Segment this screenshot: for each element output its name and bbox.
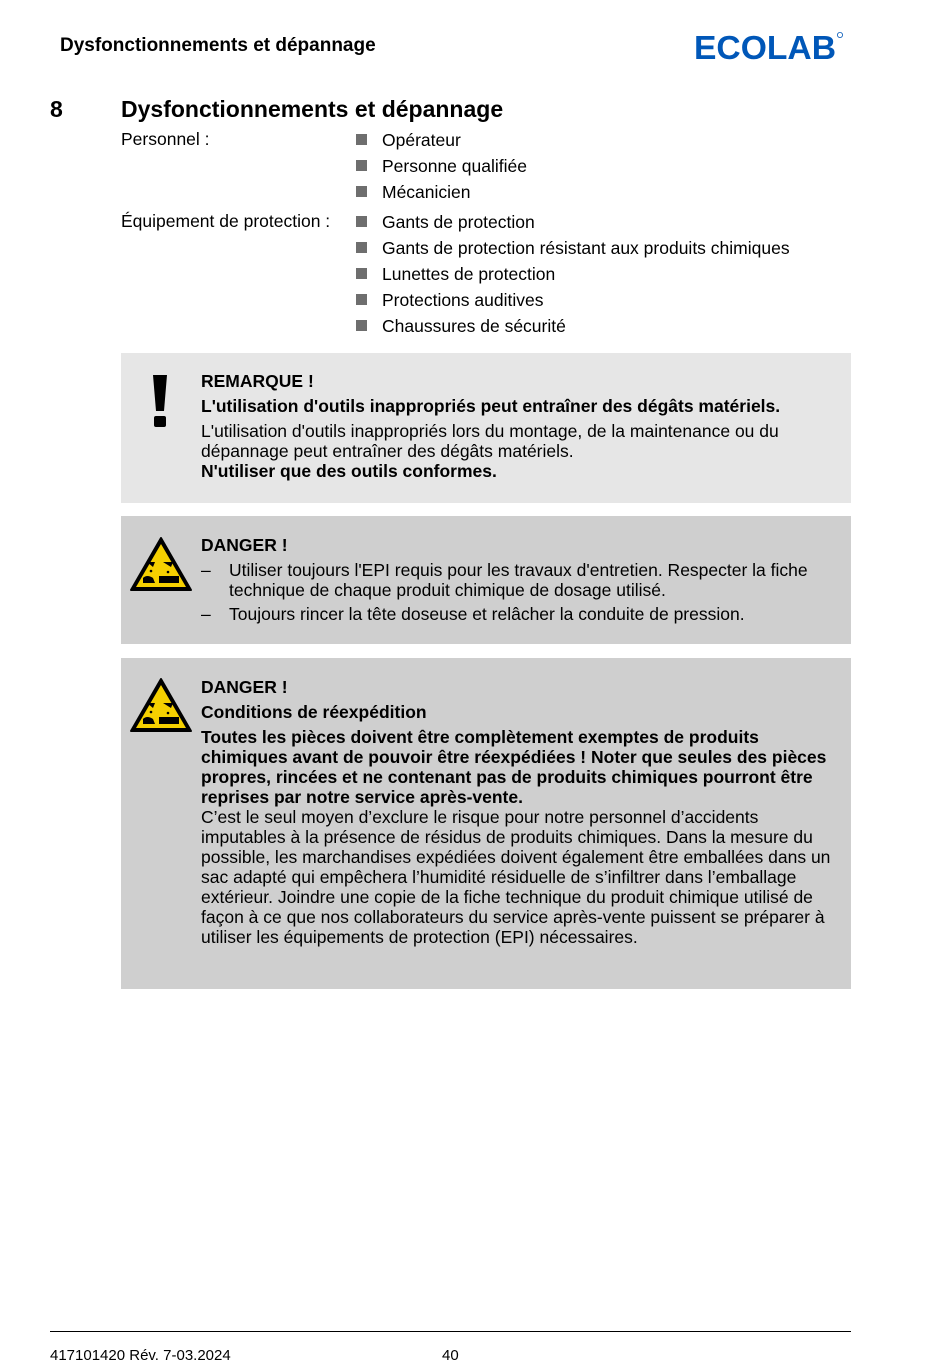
bullet-square-icon xyxy=(356,160,367,171)
list-item: Gants de protection xyxy=(356,211,535,233)
bullet-square-icon xyxy=(356,294,367,305)
ecolab-logo xyxy=(694,30,844,64)
exclamation-icon xyxy=(149,371,171,431)
list-item: Personne qualifiée xyxy=(356,155,527,177)
bullet-square-icon xyxy=(356,134,367,145)
list-item: – Utiliser toujours l'EPI requis pour les travaux d'entretien. Respecter la fiche technique de chaque produit chimique de dosage utilisé. xyxy=(201,560,808,600)
danger-body: C’est le seul moyen d’exclure le risque pour notre personnel d’accidents imputables à la présence de résidus de produits chimiques. Dans la mesure du possible, les marchandises expédiées doivent également être emballées dans un sac adapté qui empêchera l’humidité résiduelle de s’infiltrer dans l’emballage extérieur. Joindre une copie de la fiche technique du produit chimique utilisé de façon à ce que nos collaborateurs du service après-vente puissent se préparer à utiliser les équipements de protection (EPI) nécessaires. xyxy=(201,807,831,947)
bullet-square-icon xyxy=(356,242,367,253)
notice-body: L'utilisation d'outils inappropriés lors du montage, de la maintenance ou du dépannage peut entraîner des dégâts matériels. xyxy=(201,421,779,461)
danger-heading: DANGER ! xyxy=(201,677,288,697)
personnel-label: Personnel : xyxy=(121,129,210,149)
bullet-square-icon xyxy=(356,320,367,331)
notice-action: N'utiliser que des outils conformes. xyxy=(201,461,497,481)
danger-heading: DANGER ! xyxy=(201,535,288,555)
section-number: 8 xyxy=(50,96,63,122)
danger-lead: Toutes les pièces doivent être complètement exemptes de produits chimiques avant de pouvoir être réexpédiées ! Noter que seules des pièces propres, rincées et ne contenant pas de produits chimiques pourront être reprises par notre service après-vente. xyxy=(201,727,827,807)
header-title: Dysfonctionnements et dépannage xyxy=(60,35,376,56)
list-item: Lunettes de protection xyxy=(356,263,555,285)
notice-lead: L'utilisation d'outils inappropriés peut entraîner des dégâts matériels. xyxy=(201,396,781,416)
bullet-square-icon xyxy=(356,268,367,279)
list-item: Chaussures de sécurité xyxy=(356,315,566,337)
list-item: Mécanicien xyxy=(356,181,471,203)
danger-box xyxy=(121,658,851,989)
list-item: Gants de protection résistant aux produits chimiques xyxy=(356,237,790,259)
bullet-square-icon xyxy=(356,186,367,197)
notice-box xyxy=(121,353,851,503)
protection-label: Équipement de protection : xyxy=(121,211,331,231)
list-item: Opérateur xyxy=(356,129,461,151)
logo-text: ECOLAB xyxy=(694,30,836,64)
bullet-square-icon xyxy=(356,216,367,227)
list-item: Protections auditives xyxy=(356,289,543,311)
corrosive-warning-icon xyxy=(129,677,193,733)
danger-box xyxy=(121,516,851,644)
footer-page-number: 40 xyxy=(442,1347,459,1364)
danger-subheading: Conditions de réexpédition xyxy=(201,702,427,722)
section-title: Dysfonctionnements et dépannage xyxy=(121,96,504,122)
list-item: – Toujours rincer la tête doseuse et relâcher la conduite de pression. xyxy=(201,604,745,624)
notice-heading: REMARQUE ! xyxy=(201,371,314,391)
footer-divider xyxy=(50,1331,851,1332)
corrosive-warning-icon xyxy=(129,536,193,592)
footer-doc-ref: 417101420 Rév. 7-03.2024 xyxy=(50,1347,231,1364)
